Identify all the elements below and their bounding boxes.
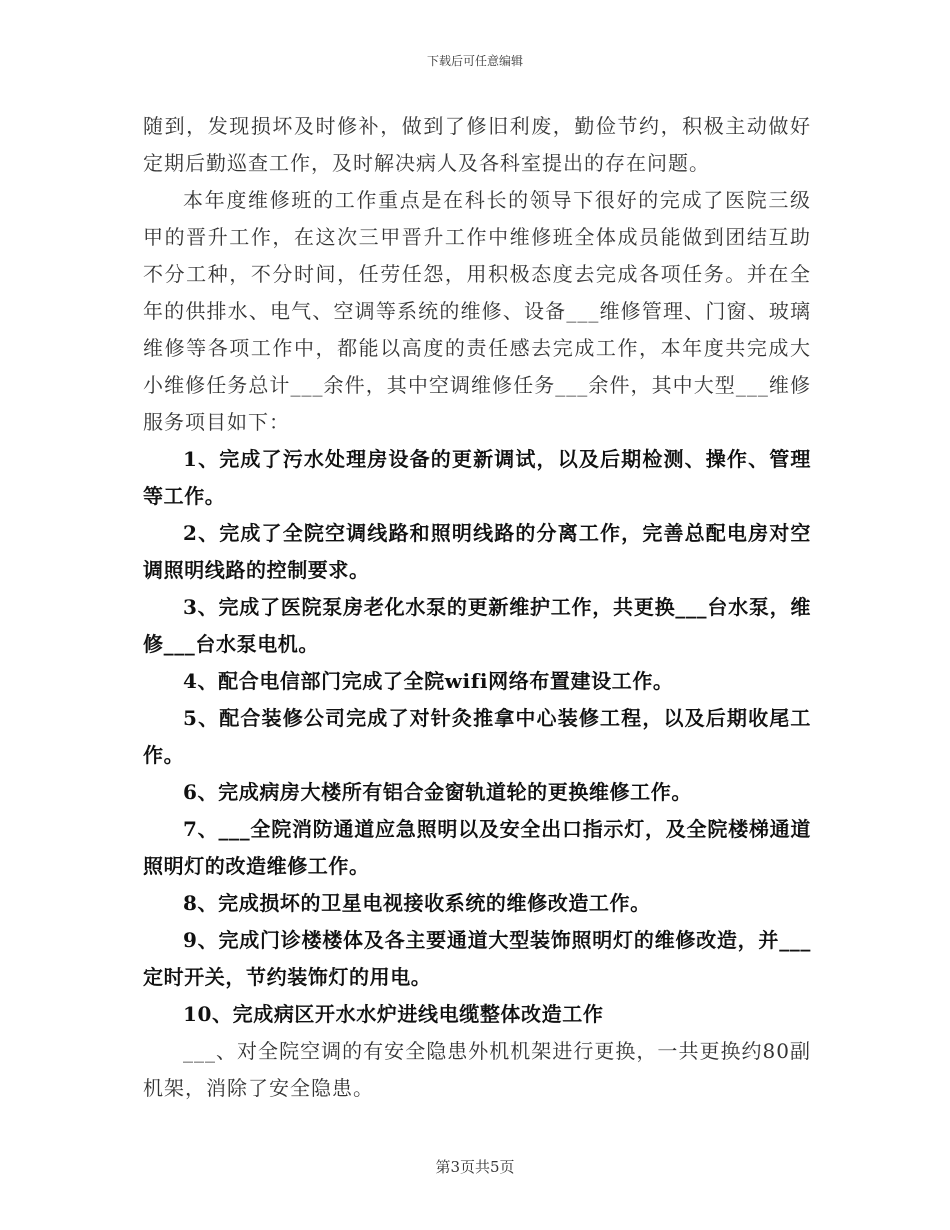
list-item-7: 7、___全院消防通道应急照明以及安全出口指示灯，及全院楼梯通道照明灯的改造维修工作。 [143, 817, 811, 878]
list-item-4: 4、配合电信部门完成了全院wifi网络布置建设工作。 [183, 669, 674, 693]
list-item-2: 2、完成了全院空调线路和照明线路的分离工作，完善总配电房对空调照明线路的控制要求。 [143, 521, 811, 582]
list-item-8: 8、完成损坏的卫星电视接收系统的维修改造工作。 [183, 891, 651, 915]
paragraph-1: 随到，发现损坏及时修补，做到了修旧利废，勤俭节约，积极主动做好定期后勤巡查工作，及时解决病人及各科室提出的存在问题。 [143, 114, 811, 175]
page-number: 第3页共5页 [435, 1158, 515, 1176]
list-item-10: 10、完成病区开水水炉进线电缆整体改造工作 [183, 1002, 604, 1026]
document-body [143, 108, 811, 1107]
list-item-6: 6、完成病房大楼所有铝合金窗轨道轮的更换维修工作。 [183, 780, 692, 804]
list-item-5: 5、配合装修公司完成了对针灸推拿中心装修工程，以及后期收尾工作。 [143, 706, 811, 767]
list-item-9: 9、完成门诊楼楼体及各主要通道大型装饰照明灯的维修改造，并___定时开关，节约装饰灯的用电。 [143, 928, 811, 989]
list-item-1: 1、完成了污水处理房设备的更新调试，以及后期检测、操作、管理等工作。 [143, 447, 811, 508]
closing-paragraph: ___、对全院空调的有安全隐患外机机架进行更换，一共更换约80副机架，消除了安全隐患。 [143, 1039, 811, 1100]
list-item-3: 3、完成了医院泵房老化水泵的更新维护工作，共更换___台水泵，维修___台水泵电机。 [143, 595, 811, 656]
page-header: 下载后可任意编辑 [426, 54, 523, 68]
paragraph-2: 本年度维修班的工作重点是在科长的领导下很好的完成了医院三级甲的晋升工作，在这次三甲晋升工作中维修班全体成员能做到团结互助不分工种，不分时间，任劳任怨，用积极态度去完成各项任务。并在全年的供排水、电气、空调等系统的维修、设备___维修管理、门窗、玻璃维修等各项工作中，都能以高度的责任感去完成工作，本年度共完成大小维修任务总计___余件，其中空调维修任务___余件，其中大型___维修服务项目如下： [143, 188, 811, 434]
